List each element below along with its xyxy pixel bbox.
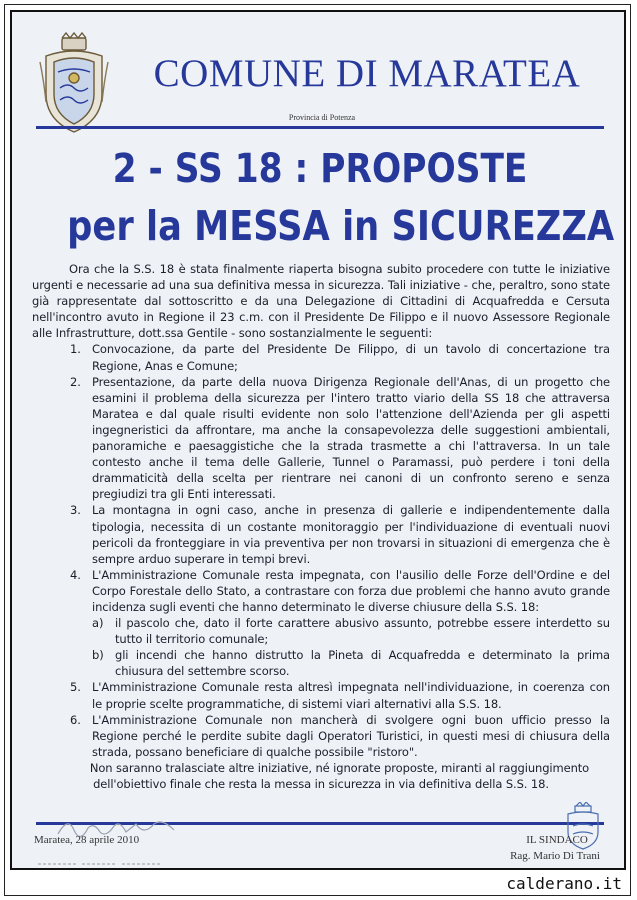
list-item [32,502,610,566]
sub-list-item-label: b) [92,648,104,663]
list-item-number: 5. [70,680,81,695]
list-item-number: 2. [70,374,81,389]
list-item [32,679,610,711]
header-divider [36,126,604,129]
notice-body [32,261,610,792]
place-date: Maratea, 28 aprile 2010 [34,834,140,846]
headline-line-1: 2 - SS 18 : PROPOSTE [112,146,528,192]
list-item-text: Presentazione, da parte della nuova Dirigenza Regionale dell'Anas, di un progetto che esamini il problema della sicurezza per l'intero tratto viario della SS 18 che attraversa Maratea e dal quale risulti evidente non solo l'attenzione dell'Azienda per gli aspetti ingegneristici da affrontare, ma anche la consapevolezza delle suggestioni ambientali, panoramiche e paesaggistiche che la strada trasmette a chi l'attraversa. In un tale contesto anche il tema delle Gallerie, Tunnel o Paramassi, può perdere i toni della drammaticità della scelta per rientrare nei canoni di un confronto sereno e senza pregiudizi tra gli Enti interessati. [92,374,610,502]
list-item-number: 4. [70,567,81,582]
sub-list [92,615,610,679]
list-item-text: L'Amministrazione Comunale resta altresì impegnata nell'individuazione, in coerenza con le proprie scelte programmatiche, di sistemi viari alternativi alla S.S. 18. [92,680,610,711]
sub-list-item [92,647,610,679]
sub-list-item-text: gli incendi che hanno distrutto la Pineta di Acquafredda e determinato la prima chiusura del settembre scorso. [115,648,610,679]
headline-line-2: per la MESSA in SICUREZZA [67,202,615,250]
mayor-title: IL SINDACO [526,834,588,846]
list-item-text: La montagna in ogni caso, anche in presenza di gallerie e indipendentemente dalla tipologia, necessita di un costante monitoraggio per l'individuazione di eventuali nuovi pericoli da fronteggiare in via preventiva per non trovarsi in situazioni di emergenza che è sempre arduo superare in tempi brevi. [92,503,610,566]
mayor-name: Rag. Mario Di Trani [510,850,600,862]
watermark: calderano.it [506,874,622,893]
printer-credit-line [36,858,166,868]
sub-list-item [92,615,610,647]
list-item-number: 6. [70,712,81,727]
sub-list-item-label: a) [92,616,104,631]
notice-poster [10,10,626,870]
coat-of-arms-icon [38,32,110,136]
list-item-number: 1. [70,342,81,357]
province-label: Provincia di Potenza [288,113,356,122]
list-item [32,567,610,680]
list-item-text: Convocazione, da parte del Presidente De Filippo, di un tavolo di concertazione tra Regione, Anas e Comune; [92,342,610,373]
page-title: COMUNE DI MARATEA [153,52,581,95]
list-item-text: L'Amministrazione Comunale non mancherà di svolgere ogni buon ufficio presso la Regione perché le perdite subite dagli Operatori Turistici, in questi mesi di chiusura della strada, possano beneficiare di qualche possibile "ristoro". [92,712,610,759]
list-item-text: L'Amministrazione Comunale resta impegnata, con l'ausilio delle Forze dell'Ordine e del Corpo Forestale dello Stato, a contrastare con forza due problemi che hanno avuto grande incidenza sugli eventi che hanno determinato le diverse chiusure della S.S. 18: [92,567,610,614]
intro-paragraph: Ora che la S.S. 18 è stata finalmente riaperta bisogna subito procedere con tutte le iniziative urgenti e necessarie ad una sua definitiva messa in sicurezza. Tali iniziative - che, peraltro, sono state già rappresentate dal sottoscritto e da una Delegazione di Cittadini di Acquafredda e Cersuta nell'incontro avuto in Regione il 23 c.m. con il Presidente De Filippo e il nuovo Assessore Regionale alle Infrastrutture, dott.ssa Gentile - sono sostanzialmente le seguenti: [32,262,610,341]
proposal-list [32,341,610,759]
sub-list-item-text: il pascolo che, dato il forte carattere abusivo assunto, potrebbe essere interdetto su tutto il territorio comunale; [115,616,610,647]
list-item [32,712,610,760]
list-item [32,374,610,503]
list-item-number: 3. [70,503,81,518]
list-item [32,341,610,373]
closing-paragraph: Non saranno tralasciate altre iniziative, né ignorate proposte, miranti al raggiungimento dell'obiettivo finale che resta la messa in sicurezza in via definitiva della S.S. 18. [89,760,590,791]
